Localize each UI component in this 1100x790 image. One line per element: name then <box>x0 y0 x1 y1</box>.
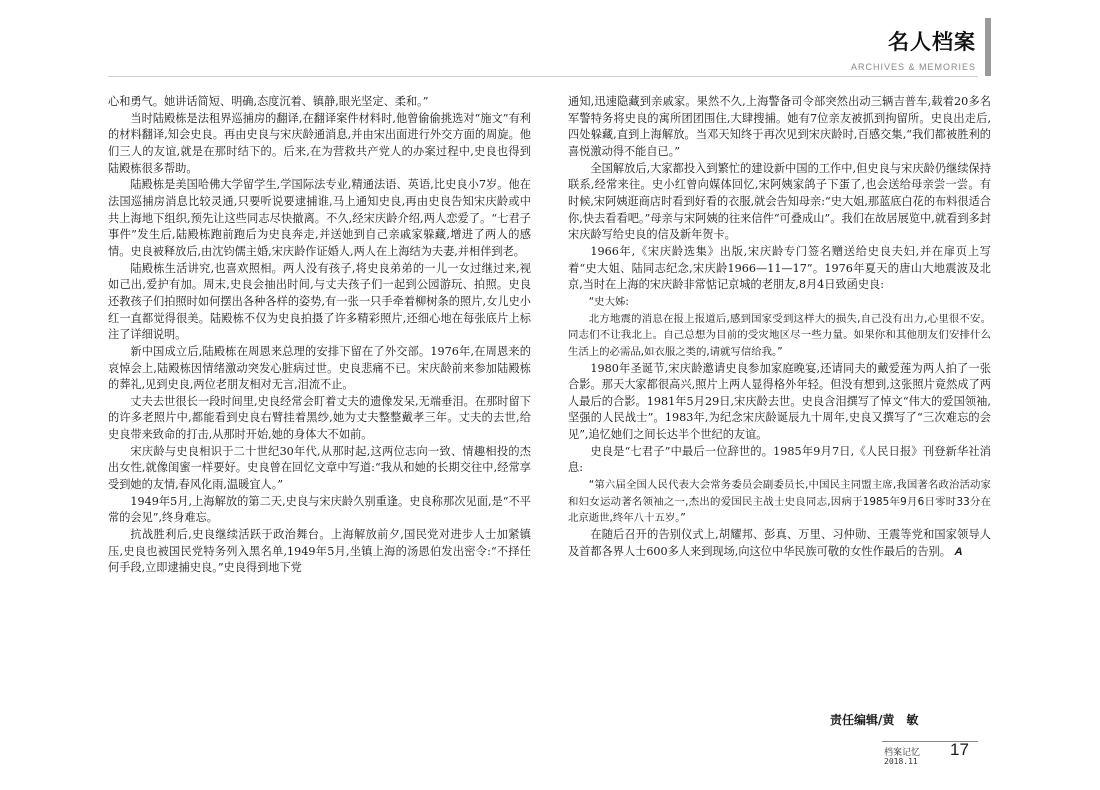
paragraph: 全国解放后,大家都投入到繁忙的建设新中国的工作中,但史良与宋庆龄仍继续保持联系,经常来往。史小红曾向媒体回忆,宋阿姨家鸽子下蛋了,也会送给母亲尝一尝。有时候,宋阿姨逛商店时看到好看的衣服,就会告知母亲:“史大姐,那蓝底白花的布料很适合你,快去看看吧。”母亲与宋阿姨的往来信件“可叠成山”。我们在故居展览中,就看到多封宋庆龄写给史良的信及新年贺卡。 <box>568 161 991 242</box>
letter-salutation: “史大姊: <box>588 295 629 308</box>
paragraph-text: 在随后召开的告别仪式上,胡耀邦、彭真、万里、习仲勋、王震等党和国家领导人及首都各界人士600多人来到现场,向这位中华民族可敬的女性作最后的告别。 <box>568 528 991 558</box>
paragraph: 史良是“七君子”中最后一位辞世的。1985年9月7日,《人民日报》刊登新华社消息: <box>568 444 991 475</box>
letter-body: 北方地震的消息在报上报道后,感到国家受到这样大的损失,自己没有出力,心里很不安。同志们不让我北上。自己总想为目前的受灾地区尽一些力量。如果你和其他朋友们安排什么生活上的必需品,如衣服之类的,请就写信给我。” <box>568 312 991 358</box>
paragraph <box>568 527 991 560</box>
paragraph: 抗战胜利后,史良继续活跃于政治舞台。上海解放前夕,国民党对进步人士加紧镇压,史良也被国民党特务列入黑名单,1949年5月,坐镇上海的汤恩伯发出密令:“不择任何手段,立即逮捕史良。”史良得到地下党 <box>108 528 531 575</box>
paragraph: 陆殿栋生活讲究,也喜欢照相。两人没有孩子,将史良弟弟的一儿一女过继过来,视如己出,爱护有加。周末,史良会抽出时间,与丈夫孩子们一起到公园游玩、拍照。史良还教孩子们拍照时如何摆出各种各样的姿势,有一张一只手牵着柳树条的照片,女儿史小红一直都觉得很美。陆殿栋不仅为史良拍摄了许多精彩照片,还细心地在每张底片上标注了详细说明。 <box>108 261 531 342</box>
issue-date: 2018.11 <box>884 757 918 766</box>
paragraph: 心和勇气。她讲话简短、明确,态度沉着、镇静,眼光坚定、柔和。” <box>108 95 429 108</box>
news-quote: “第六届全国人民代表大会常务委员会副委员长,中国民主同盟主席,我国著名政治活动家和妇女运动著名领袖之一,杰出的爱国民主战士史良同志,因病于1985年9月6日零时33分在北京逝世,终年八十五岁。” <box>568 479 991 525</box>
header-divider <box>108 76 978 77</box>
paragraph: 1966年,《宋庆龄选集》出版,宋庆龄专门签名赠送给史良夫妇,并在扉页上写着“史大姐、陆同志纪念,宋庆龄1966—11—17”。1976年夏天的唐山大地震波及北京,当时在上海的宋庆龄非常惦记京城的老朋友,8月4日致函史良: <box>568 244 991 292</box>
article-column-right <box>568 94 991 560</box>
editor-byline: 责任编辑/黄 敏 <box>830 713 919 727</box>
paragraph: 1980年圣诞节,宋庆龄邀请史良参加家庭晚宴,还请同夫的戴爱莲为两人拍了一张合影。那天大家都很高兴,照片上两人显得格外年轻。但没有想到,这张照片竟然成了两人最后的合影。1981年5月29日,宋庆龄去世。史良含泪撰写了悼文“伟大的爱国领袖,坚强的人民战士”。1983年,为纪念宋庆龄诞辰九十周年,史良又撰写了“三次难忘的会见”,追忆她们之间长达半个世纪的友谊。 <box>568 361 991 442</box>
section-title: 名人档案 <box>888 30 976 54</box>
header-accent-bar <box>985 18 991 76</box>
paragraph: 丈夫去世很长一段时间里,史良经常会盯着丈夫的遗像发呆,无端垂泪。在那时留下的许多老照片中,都能看到史良右臂挂着黑纱,她为丈夫整整戴孝三年。丈夫的去世,给史良带来致命的打击,从那时开始,她的身体大不如前。 <box>108 394 531 442</box>
section-subtitle: ARCHIVES & MEMORIES <box>850 62 976 72</box>
magazine-name: 档案记忆 <box>884 748 921 758</box>
paragraph: 1949年5月,上海解放的第二天,史良与宋庆龄久别重逢。史良称那次见面,是“不平常的会见”,终身难忘。 <box>108 494 531 525</box>
paragraph: 当时陆殿栋是法租界巡捕房的翻译,在翻译案件材料时,他曾偷偷挑选对“施文”有利的材料翻译,知会史良。再由史良与宋庆龄通消息,并由宋出面进行外交方面的周旋。他们三人的友谊,就是在那时结下的。后来,在为营救共产党人的办案过程中,史良也得到陆殿栋很多帮助。 <box>108 111 531 175</box>
article-column-left <box>108 94 531 577</box>
paragraph: 通知,迅速隐藏到亲戚家。果然不久,上海警备司令部突然出动三辆吉普车,载着20多名军警特务将史良的寓所团团围住,大肆搜捕。她有7位亲友被抓到拘留所。史良出走后,四处躲藏,直到上海解放。当邓天知终于再次见到宋庆龄时,百感交集,“我们都被胜利的喜悦激动得不能自已。” <box>568 95 991 158</box>
paragraph: 宋庆龄与史良相识于二十世纪30年代,从那时起,这两位志向一致、情趣相投的杰出女性,就像闺蜜一样要好。史良曾在回忆文章中写道:“我从和她的长期交往中,经常享受到她的友情,春风化雨,温暖宜人。” <box>108 444 531 492</box>
paragraph: 陆殿栋是美国哈佛大学留学生,学国际法专业,精通法语、英语,比史良小7岁。他在法国巡捕房消息比较灵通,只要听说要逮捕谁,马上通知史良,再由史良告知宋庆龄或中共上海地下组织,预先让这些同志尽快撤离。不久,经宋庆龄介绍,两人恋爱了。“七君子事件”发生后,陆殿栋跑前跑后为史良奔走,并送她到自己亲戚家躲藏,增进了两人的感情。史良被释放后,由沈钧儒主婚,宋庆龄作证婚人,两人在上海结为夫妻,并相伴到老。 <box>108 178 531 258</box>
paragraph: 新中国成立后,陆殿栋在周恩来总理的安排下留在了外交部。1976年,在周恩来的哀悼会上,陆殿栋因情绪激动突发心脏病过世。史良悲痛不已。宋庆龄前来参加陆殿栋的葬礼,见到史良,两位老朋友相对无言,泪流不止。 <box>108 344 531 392</box>
page-number: 17 <box>950 740 969 759</box>
end-mark-icon: A <box>954 545 963 558</box>
